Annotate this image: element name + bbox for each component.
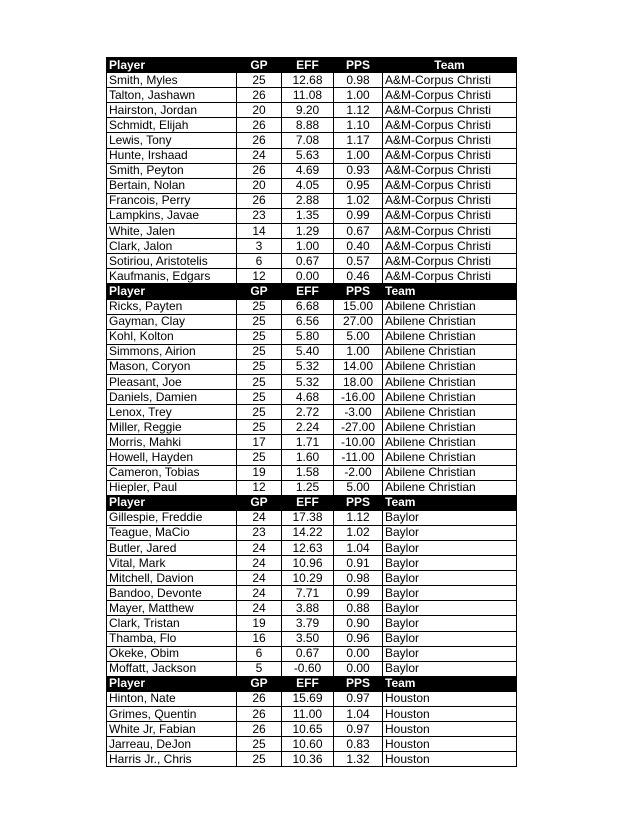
table-row [107, 571, 517, 586]
points-per-shot-cell: 0.98 [334, 73, 383, 88]
team-name-cell: A&M-Corpus Christi [383, 163, 517, 178]
column-header-gp: GP [237, 284, 282, 299]
efficiency-cell: 2.72 [282, 405, 334, 420]
team-name-cell: Houston [383, 707, 517, 722]
table-row [107, 329, 517, 344]
points-per-shot-cell: 14.00 [334, 359, 383, 374]
games-played-cell: 19 [237, 465, 282, 480]
games-played-cell: 25 [237, 299, 282, 314]
player-name-cell: Hiepler, Paul [107, 480, 237, 495]
points-per-shot-cell: -3.00 [334, 405, 383, 420]
player-name-cell: Schmidt, Elijah [107, 118, 237, 133]
points-per-shot-cell: 0.95 [334, 178, 383, 193]
column-header-team: Team [383, 284, 517, 299]
table-row [107, 374, 517, 389]
team-name-cell: Abilene Christian [383, 359, 517, 374]
player-name-cell: Hairston, Jordan [107, 103, 237, 118]
games-played-cell: 25 [237, 450, 282, 465]
table-row [107, 178, 517, 193]
team-name-cell: Baylor [383, 631, 517, 646]
column-header-gp: GP [237, 58, 282, 73]
team-name-cell: A&M-Corpus Christi [383, 208, 517, 223]
player-name-cell: Jarreau, DeJon [107, 737, 237, 752]
table-row [107, 254, 517, 269]
player-name-cell: Grimes, Quentin [107, 707, 237, 722]
team-name-cell: A&M-Corpus Christi [383, 254, 517, 269]
table-row [107, 465, 517, 480]
efficiency-cell: 12.63 [282, 541, 334, 556]
games-played-cell: 24 [237, 556, 282, 571]
player-name-cell: Kaufmanis, Edgars [107, 269, 237, 284]
points-per-shot-cell: 0.96 [334, 631, 383, 646]
team-name-cell: Abilene Christian [383, 299, 517, 314]
header-row [107, 58, 517, 73]
player-name-cell: Pleasant, Joe [107, 374, 237, 389]
player-name-cell: Teague, MaCio [107, 525, 237, 540]
points-per-shot-cell: 0.88 [334, 601, 383, 616]
player-name-cell: Clark, Jalon [107, 239, 237, 254]
table-row [107, 556, 517, 571]
games-played-cell: 14 [237, 224, 282, 239]
column-header-pps: PPS [334, 495, 383, 510]
team-name-cell: A&M-Corpus Christi [383, 239, 517, 254]
column-header-gp: GP [237, 676, 282, 691]
player-name-cell: Gillespie, Freddie [107, 510, 237, 525]
column-header-team: Team [383, 676, 517, 691]
efficiency-cell: 1.29 [282, 224, 334, 239]
column-header-player: Player [107, 58, 237, 73]
team-name-cell: Houston [383, 722, 517, 737]
team-name-cell: A&M-Corpus Christi [383, 118, 517, 133]
efficiency-cell: 9.20 [282, 103, 334, 118]
games-played-cell: 25 [237, 737, 282, 752]
efficiency-cell: 1.71 [282, 435, 334, 450]
team-name-cell: Abilene Christian [383, 374, 517, 389]
points-per-shot-cell: 1.04 [334, 541, 383, 556]
efficiency-cell: 10.60 [282, 737, 334, 752]
table-row [107, 390, 517, 405]
player-name-cell: Okeke, Obim [107, 646, 237, 661]
games-played-cell: 6 [237, 254, 282, 269]
table-row [107, 193, 517, 208]
player-name-cell: Mayer, Matthew [107, 601, 237, 616]
table-row [107, 420, 517, 435]
points-per-shot-cell: 15.00 [334, 299, 383, 314]
games-played-cell: 23 [237, 525, 282, 540]
points-per-shot-cell: -11.00 [334, 450, 383, 465]
points-per-shot-cell: 5.00 [334, 329, 383, 344]
player-name-cell: Bandoo, Devonte [107, 586, 237, 601]
points-per-shot-cell: 0.91 [334, 556, 383, 571]
player-name-cell: Smith, Myles [107, 73, 237, 88]
games-played-cell: 26 [237, 691, 282, 706]
efficiency-cell: 2.24 [282, 420, 334, 435]
efficiency-cell: 11.08 [282, 88, 334, 103]
efficiency-cell: 0.00 [282, 269, 334, 284]
efficiency-cell: -0.60 [282, 661, 334, 676]
points-per-shot-cell: 0.90 [334, 616, 383, 631]
games-played-cell: 23 [237, 208, 282, 223]
header-row [107, 676, 517, 691]
games-played-cell: 26 [237, 193, 282, 208]
points-per-shot-cell: 0.97 [334, 722, 383, 737]
efficiency-cell: 4.05 [282, 178, 334, 193]
efficiency-cell: 17.38 [282, 510, 334, 525]
team-name-cell: A&M-Corpus Christi [383, 224, 517, 239]
games-played-cell: 26 [237, 707, 282, 722]
efficiency-cell: 4.68 [282, 390, 334, 405]
points-per-shot-cell: 0.99 [334, 586, 383, 601]
team-name-cell: Baylor [383, 541, 517, 556]
team-name-cell: A&M-Corpus Christi [383, 103, 517, 118]
column-header-player: Player [107, 495, 237, 510]
games-played-cell: 19 [237, 616, 282, 631]
table-row [107, 344, 517, 359]
table-row [107, 631, 517, 646]
points-per-shot-cell: 5.00 [334, 480, 383, 495]
games-played-cell: 26 [237, 163, 282, 178]
points-per-shot-cell: 1.17 [334, 133, 383, 148]
efficiency-cell: 10.65 [282, 722, 334, 737]
team-name-cell: Abilene Christian [383, 435, 517, 450]
player-stats-body [107, 58, 517, 767]
games-played-cell: 25 [237, 752, 282, 767]
team-name-cell: Baylor [383, 646, 517, 661]
points-per-shot-cell: 0.99 [334, 208, 383, 223]
table-row [107, 586, 517, 601]
column-header-team: Team [383, 495, 517, 510]
games-played-cell: 24 [237, 571, 282, 586]
player-name-cell: Mason, Coryon [107, 359, 237, 374]
games-played-cell: 3 [237, 239, 282, 254]
games-played-cell: 17 [237, 435, 282, 450]
games-played-cell: 26 [237, 118, 282, 133]
team-name-cell: Houston [383, 737, 517, 752]
efficiency-cell: 2.88 [282, 193, 334, 208]
games-played-cell: 24 [237, 586, 282, 601]
player-name-cell: Mitchell, Davion [107, 571, 237, 586]
team-name-cell: Baylor [383, 556, 517, 571]
points-per-shot-cell: 1.00 [334, 148, 383, 163]
table-row [107, 314, 517, 329]
efficiency-cell: 1.25 [282, 480, 334, 495]
player-name-cell: Gayman, Clay [107, 314, 237, 329]
team-name-cell: Abilene Christian [383, 344, 517, 359]
player-name-cell: Francois, Perry [107, 193, 237, 208]
games-played-cell: 24 [237, 541, 282, 556]
player-name-cell: Moffatt, Jackson [107, 661, 237, 676]
team-name-cell: Abilene Christian [383, 314, 517, 329]
efficiency-cell: 14.22 [282, 525, 334, 540]
points-per-shot-cell: -10.00 [334, 435, 383, 450]
games-played-cell: 25 [237, 390, 282, 405]
points-per-shot-cell: 1.12 [334, 103, 383, 118]
column-header-eff: EFF [282, 495, 334, 510]
efficiency-cell: 3.88 [282, 601, 334, 616]
games-played-cell: 25 [237, 329, 282, 344]
player-name-cell: Thamba, Flo [107, 631, 237, 646]
efficiency-cell: 7.71 [282, 586, 334, 601]
points-per-shot-cell: 1.32 [334, 752, 383, 767]
points-per-shot-cell: 1.02 [334, 525, 383, 540]
team-name-cell: A&M-Corpus Christi [383, 73, 517, 88]
games-played-cell: 24 [237, 148, 282, 163]
player-name-cell: Daniels, Damien [107, 390, 237, 405]
player-name-cell: Ricks, Payten [107, 299, 237, 314]
team-name-cell: Baylor [383, 510, 517, 525]
player-name-cell: Cameron, Tobias [107, 465, 237, 480]
table-row [107, 450, 517, 465]
player-name-cell: Howell, Hayden [107, 450, 237, 465]
games-played-cell: 20 [237, 103, 282, 118]
team-name-cell: Abilene Christian [383, 465, 517, 480]
team-name-cell: Abilene Christian [383, 390, 517, 405]
points-per-shot-cell: 0.00 [334, 646, 383, 661]
games-played-cell: 25 [237, 344, 282, 359]
player-name-cell: White, Jalen [107, 224, 237, 239]
team-name-cell: Abilene Christian [383, 329, 517, 344]
points-per-shot-cell: 18.00 [334, 374, 383, 389]
points-per-shot-cell: 0.00 [334, 661, 383, 676]
player-name-cell: Kohl, Kolton [107, 329, 237, 344]
team-name-cell: Baylor [383, 525, 517, 540]
table-row [107, 616, 517, 631]
points-per-shot-cell: 1.00 [334, 344, 383, 359]
column-header-team: Team [383, 58, 517, 73]
table-row [107, 510, 517, 525]
points-per-shot-cell: 1.00 [334, 88, 383, 103]
table-row [107, 88, 517, 103]
efficiency-cell: 0.67 [282, 254, 334, 269]
player-name-cell: Bertain, Nolan [107, 178, 237, 193]
games-played-cell: 26 [237, 88, 282, 103]
efficiency-cell: 1.58 [282, 465, 334, 480]
points-per-shot-cell: -16.00 [334, 390, 383, 405]
table-row [107, 239, 517, 254]
team-name-cell: A&M-Corpus Christi [383, 133, 517, 148]
efficiency-cell: 5.63 [282, 148, 334, 163]
games-played-cell: 12 [237, 269, 282, 284]
points-per-shot-cell: 0.98 [334, 571, 383, 586]
efficiency-cell: 1.00 [282, 239, 334, 254]
games-played-cell: 26 [237, 722, 282, 737]
points-per-shot-cell: 0.40 [334, 239, 383, 254]
points-per-shot-cell: 27.00 [334, 314, 383, 329]
team-name-cell: Houston [383, 752, 517, 767]
points-per-shot-cell: 1.12 [334, 510, 383, 525]
efficiency-cell: 7.08 [282, 133, 334, 148]
header-row [107, 284, 517, 299]
player-name-cell: Lampkins, Javae [107, 208, 237, 223]
efficiency-cell: 10.96 [282, 556, 334, 571]
player-name-cell: Talton, Jashawn [107, 88, 237, 103]
table-row [107, 269, 517, 284]
table-row [107, 118, 517, 133]
table-row [107, 299, 517, 314]
team-name-cell: A&M-Corpus Christi [383, 178, 517, 193]
player-name-cell: Hunte, Irshaad [107, 148, 237, 163]
column-header-pps: PPS [334, 284, 383, 299]
column-header-player: Player [107, 284, 237, 299]
table-row [107, 737, 517, 752]
points-per-shot-cell: 1.04 [334, 707, 383, 722]
table-row [107, 163, 517, 178]
efficiency-cell: 5.40 [282, 344, 334, 359]
table-row [107, 541, 517, 556]
team-name-cell: Baylor [383, 571, 517, 586]
team-name-cell: Baylor [383, 661, 517, 676]
table-row [107, 601, 517, 616]
team-name-cell: Abilene Christian [383, 420, 517, 435]
efficiency-cell: 5.32 [282, 359, 334, 374]
team-name-cell: Baylor [383, 601, 517, 616]
table-row [107, 480, 517, 495]
games-played-cell: 25 [237, 73, 282, 88]
player-stats-table [106, 57, 517, 767]
table-row [107, 148, 517, 163]
table-row [107, 691, 517, 706]
games-played-cell: 6 [237, 646, 282, 661]
efficiency-cell: 5.80 [282, 329, 334, 344]
games-played-cell: 16 [237, 631, 282, 646]
player-name-cell: Clark, Tristan [107, 616, 237, 631]
points-per-shot-cell: 1.02 [334, 193, 383, 208]
column-header-eff: EFF [282, 284, 334, 299]
games-played-cell: 24 [237, 510, 282, 525]
efficiency-cell: 5.32 [282, 374, 334, 389]
player-name-cell: Hinton, Nate [107, 691, 237, 706]
table-row [107, 661, 517, 676]
player-name-cell: White Jr, Fabian [107, 722, 237, 737]
team-name-cell: A&M-Corpus Christi [383, 148, 517, 163]
games-played-cell: 12 [237, 480, 282, 495]
efficiency-cell: 1.60 [282, 450, 334, 465]
table-row [107, 73, 517, 88]
efficiency-cell: 15.69 [282, 691, 334, 706]
table-row [107, 525, 517, 540]
points-per-shot-cell: -27.00 [334, 420, 383, 435]
efficiency-cell: 10.29 [282, 571, 334, 586]
games-played-cell: 5 [237, 661, 282, 676]
table-row [107, 435, 517, 450]
points-per-shot-cell: 0.57 [334, 254, 383, 269]
points-per-shot-cell: 0.67 [334, 224, 383, 239]
games-played-cell: 25 [237, 314, 282, 329]
games-played-cell: 24 [237, 601, 282, 616]
team-name-cell: A&M-Corpus Christi [383, 88, 517, 103]
efficiency-cell: 0.67 [282, 646, 334, 661]
points-per-shot-cell: 0.97 [334, 691, 383, 706]
team-name-cell: Abilene Christian [383, 450, 517, 465]
team-name-cell: A&M-Corpus Christi [383, 193, 517, 208]
player-name-cell: Sotiriou, Aristotelis [107, 254, 237, 269]
table-row [107, 646, 517, 661]
table-row [107, 707, 517, 722]
team-name-cell: Abilene Christian [383, 405, 517, 420]
player-name-cell: Smith, Peyton [107, 163, 237, 178]
points-per-shot-cell: 0.93 [334, 163, 383, 178]
player-name-cell: Butler, Jared [107, 541, 237, 556]
player-name-cell: Vital, Mark [107, 556, 237, 571]
games-played-cell: 20 [237, 178, 282, 193]
efficiency-cell: 3.79 [282, 616, 334, 631]
player-name-cell: Simmons, Airion [107, 344, 237, 359]
efficiency-cell: 6.68 [282, 299, 334, 314]
column-header-eff: EFF [282, 676, 334, 691]
team-name-cell: A&M-Corpus Christi [383, 269, 517, 284]
column-header-pps: PPS [334, 676, 383, 691]
points-per-shot-cell: 1.10 [334, 118, 383, 133]
table-row [107, 208, 517, 223]
efficiency-cell: 10.36 [282, 752, 334, 767]
column-header-gp: GP [237, 495, 282, 510]
efficiency-cell: 3.50 [282, 631, 334, 646]
table-row [107, 103, 517, 118]
efficiency-cell: 1.35 [282, 208, 334, 223]
player-name-cell: Morris, Mahki [107, 435, 237, 450]
team-name-cell: Abilene Christian [383, 480, 517, 495]
efficiency-cell: 11.00 [282, 707, 334, 722]
efficiency-cell: 12.68 [282, 73, 334, 88]
table-row [107, 405, 517, 420]
games-played-cell: 25 [237, 405, 282, 420]
games-played-cell: 25 [237, 374, 282, 389]
games-played-cell: 25 [237, 359, 282, 374]
efficiency-cell: 8.88 [282, 118, 334, 133]
games-played-cell: 25 [237, 420, 282, 435]
column-header-pps: PPS [334, 58, 383, 73]
player-name-cell: Lewis, Tony [107, 133, 237, 148]
efficiency-cell: 4.69 [282, 163, 334, 178]
player-name-cell: Lenox, Trey [107, 405, 237, 420]
table-row [107, 359, 517, 374]
table-row [107, 224, 517, 239]
team-name-cell: Houston [383, 691, 517, 706]
points-per-shot-cell: 0.83 [334, 737, 383, 752]
header-row [107, 495, 517, 510]
team-name-cell: Baylor [383, 586, 517, 601]
column-header-player: Player [107, 676, 237, 691]
points-per-shot-cell: -2.00 [334, 465, 383, 480]
points-per-shot-cell: 0.46 [334, 269, 383, 284]
table-row [107, 133, 517, 148]
table-row [107, 722, 517, 737]
efficiency-cell: 6.56 [282, 314, 334, 329]
games-played-cell: 26 [237, 133, 282, 148]
team-name-cell: Baylor [383, 616, 517, 631]
player-name-cell: Miller, Reggie [107, 420, 237, 435]
table-row [107, 752, 517, 767]
column-header-eff: EFF [282, 58, 334, 73]
player-name-cell: Harris Jr., Chris [107, 752, 237, 767]
